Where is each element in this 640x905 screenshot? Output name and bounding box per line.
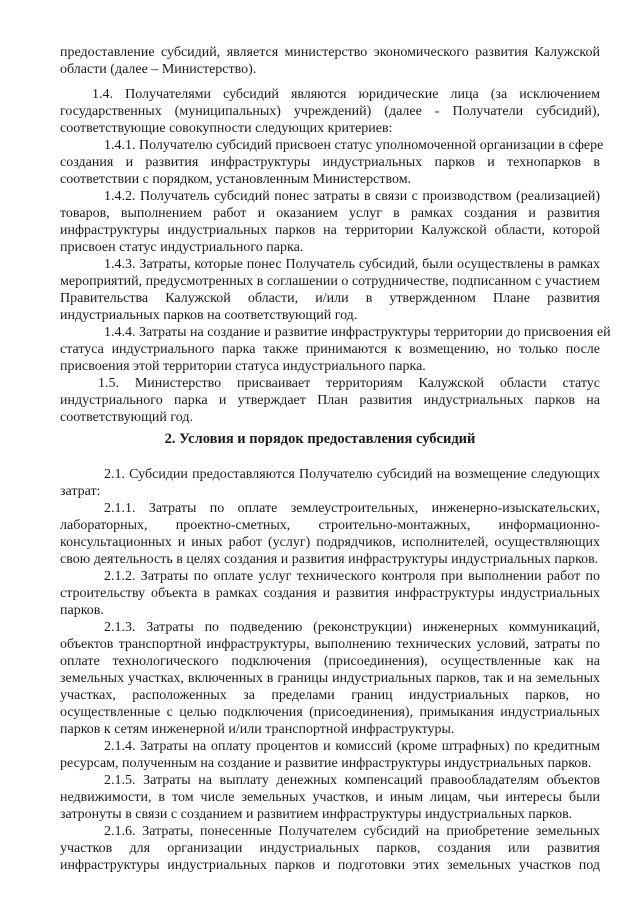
text-line: предоставление субсидий, является министерство экономического развития Калужской — [60, 45, 600, 60]
text-line: 1.4. Получателями субсидий являются юридические лица (за исключением — [92, 87, 600, 102]
text-line: парков. — [60, 603, 104, 618]
text-line: консультационных и иных работ (услуг) подрядчиков, исполнителей, осуществляющих — [60, 535, 600, 550]
text-line: индустриальных парков на соответствующий год. — [60, 308, 358, 323]
text-line: мероприятий, предусмотренных в соглашении о сотрудничестве, подписанном с участием — [60, 274, 600, 289]
text-line: товаров, выполнением работ и оказанием услуг в рамках создания и развития — [60, 206, 600, 221]
text-line: области (далее – Министерство). — [60, 62, 257, 77]
text-line: 1.4.2. Получатель субсидий понес затраты в связи с производством (реализацией) — [104, 189, 600, 204]
text-line: 1.4.4. Затраты на создание и развитие инфраструктуры территории до присвоения ей — [104, 325, 611, 340]
text-line: 2.1.5. Затраты на выплату денежных компенсаций правообладателям объектов — [104, 773, 600, 788]
text-line: 1.4.1. Получателю субсидий присвоен статус уполномоченной организации в сфере — [104, 138, 604, 153]
text-line: 2.1.3. Затраты по подведению (реконструкции) инженерных коммуникаций, — [104, 620, 600, 635]
text-line: осуществленные с целью подключения (присоединения), примыкания индустриальных — [60, 705, 600, 720]
text-line: 2.1.6. Затраты, понесенные Получателем субсидий на приобретение земельных — [104, 824, 600, 839]
text-line: затронуты в связи с созданием и развитием инфраструктуры индустриальных парков. — [60, 807, 573, 822]
text-line: 1.4.3. Затраты, которые понес Получатель субсидий, были осуществлены в рамках — [104, 257, 600, 272]
text-line: оплате технологического подключения (присоединения), осуществленные как на — [60, 654, 600, 669]
text-line: создания и развития инфраструктуры индустриальных парков и технопарков в — [60, 155, 600, 170]
text-line: присвоения этой территории статуса индустриального парка. — [60, 359, 426, 374]
text-line: индустриального парка и утверждает План развития индустриальных парков на — [60, 393, 600, 408]
section-heading: 2. Условия и порядок предоставления субсидий — [164, 431, 476, 447]
text-line: инфраструктуры индустриальных парков и подготовки этих земельных участков под — [60, 858, 600, 873]
text-line: недвижимости, в том числе земельных участков, и иным лицам, чьи интересы были — [60, 790, 600, 805]
text-line: объектов транспортной инфраструктуры, выполнению технических условий, затраты по — [60, 637, 600, 652]
text-line: соответствии с порядком, установленным Министерством. — [60, 172, 412, 187]
text-line: 1.5. Министерство присваивает территориям Калужской области статус — [98, 376, 600, 391]
text-line: строительству объекта в рамках создания и развития инфраструктуры индустриальных — [60, 586, 600, 601]
text-line: затрат: — [60, 484, 101, 499]
text-line: Правительства Калужской области, и/или в утвержденном Плане развития — [60, 291, 600, 306]
text-line: статуса индустриального парка также принимаются к возмещению, но только после — [60, 342, 600, 357]
text-line: ресурсам, полученным на создание и развитие инфраструктуры индустриальных парков. — [60, 756, 592, 771]
text-line: соответствующий год. — [60, 410, 193, 425]
text-line: участках, расположенных за пределами границ индустриальных парков, но — [60, 688, 600, 703]
text-line: государственных (муниципальных) учреждений) (далее - Получатели субсидий), — [60, 104, 600, 119]
text-line: 2.1.4. Затраты на оплату процентов и комиссий (кроме штрафных) по кредитным — [104, 739, 600, 754]
text-line: парков к сетям инженерной и/или транспортной инфраструктуры. — [60, 722, 455, 737]
text-line: 2.1. Субсидии предоставляются Получателю субсидий на возмещение следующих — [104, 467, 600, 482]
text-line: соответствующие совокупности следующих критериев: — [60, 121, 393, 136]
text-line: свою деятельность в целях создания и развития инфраструктуры индустриальных парков. — [60, 552, 599, 567]
text-line: участков для организации индустриальных парков, создания или развития — [60, 841, 600, 856]
text-line: присвоен статус индустриального парка. — [60, 240, 304, 255]
text-line: земельных участках, включенных в границы индустриальных парков, так и на земельных — [60, 671, 600, 686]
text-line: 2.1.1. Затраты по оплате землеустроительных, инженерно-изыскательских, — [104, 501, 600, 516]
text-line: 2.1.2. Затраты по оплате услуг технического контроля при выполнении работ по — [104, 569, 600, 584]
text-line: лабораторных, проектно-сметных, строительно-монтажных, информационно- — [60, 518, 600, 533]
text-line: инфраструктуры индустриальных парков на территории Калужской области, которой — [60, 223, 600, 238]
